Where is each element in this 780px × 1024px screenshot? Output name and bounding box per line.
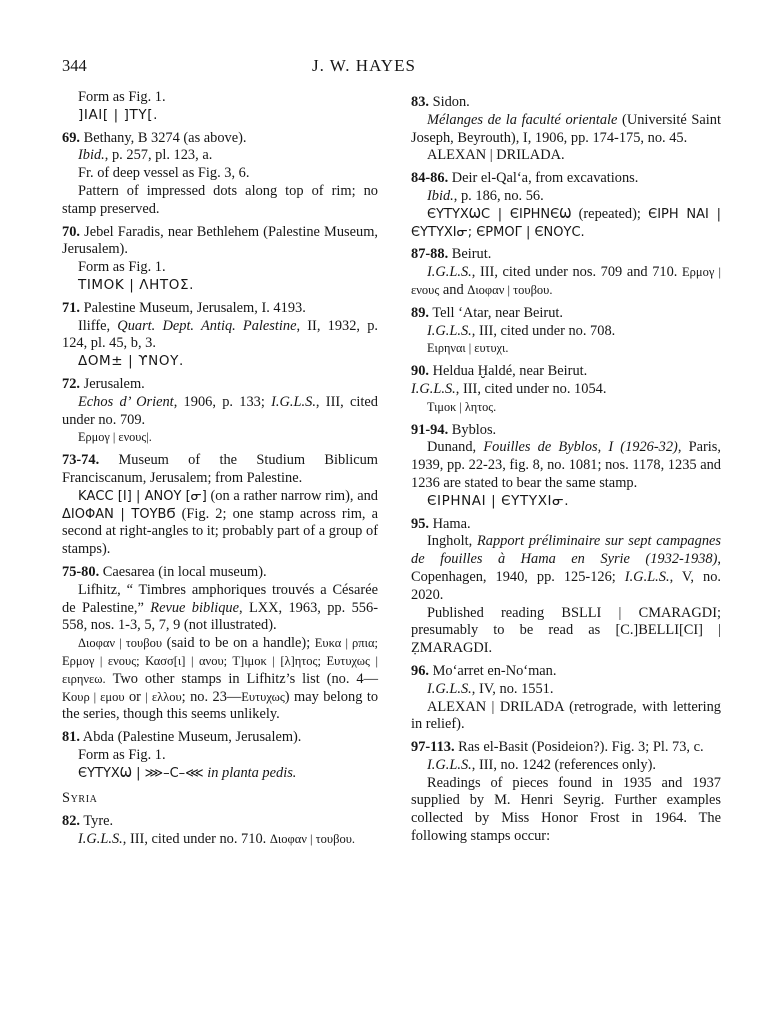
left-text-line: Ibid., p. 257, pl. 123, a.: [78, 147, 213, 164]
section-heading: Syria: [62, 790, 98, 807]
left-entry-heading: 75-80. Caesarea (in local museum).: [62, 563, 267, 580]
entry-number: 73-74.: [62, 452, 100, 469]
stamp-inscription: ΔΟΜ± | ϒΝΟΥ.: [78, 353, 184, 370]
page-number: 344: [62, 56, 87, 75]
left-entry-heading: 70. Jebel Faradis, near Bethlehem (Palestine Museum, Jerusalem).: [62, 223, 378, 258]
left-entry-heading: 72. Jerusalem.: [62, 375, 145, 392]
entry-number: 72.: [62, 375, 80, 392]
right-entry-heading: 95. Hama.: [411, 515, 471, 532]
left-entry-heading: 82. Tyre.: [62, 813, 114, 830]
entry-number: 84-86.: [411, 170, 449, 187]
left-text-line: Iliffe, Quart. Dept. Antiq. Palestine, II, 1932, p. 124, pl. 45, b, 3.: [62, 317, 378, 352]
left-text-line: Form as Fig. 1.: [78, 89, 166, 105]
entry-number: 87-88.: [411, 246, 449, 263]
entry-number: 69.: [62, 129, 80, 146]
right-text-line: Readings of pieces found in 1935 and 1937 supplied by M. Henri Seyrig. Further examples collected by Miss Honor Frost in 1964. The following stamps occur:: [411, 774, 721, 845]
right-text-line: Dunand, Fouilles de Byblos, I (1926-32), Paris, 1939, pp. 22-23, fig. 8, no. 1081; nos. 1178, 1235 and 1236 are stated to bear the same stamp.: [411, 439, 721, 491]
left-text-line: Echos d’ Orient, 1906, p. 133; I.G.L.S., III, cited under no. 709.: [62, 393, 379, 428]
right-entry-heading: 84-86. Deir el-Qal‘a, from excavations.: [411, 170, 639, 187]
left-text-line: ΚΑCC [Ι] | ΑΝΟΥ [ᓂ] (on a rather narrow rim), and ΔΙΟΦΑΝ | ΤΟΥΒϬ (Fig. 2; one stamp across rim, a second at right-angles to it; probably part of a group of stamps).: [62, 487, 378, 558]
entry-number: 97-113.: [411, 739, 455, 756]
left-column: [62, 89, 378, 849]
greek-reading: Τιμοκ | λητος.: [427, 399, 497, 414]
entry-number: 82.: [62, 813, 80, 830]
left-entry-heading: 73-74. Museum of the Studium Biblicum Franciscanum, Jerusalem; from Palestine.: [62, 452, 378, 486]
right-text-line: Ingholt, Rapport préliminaire sur sept campagnes de fouilles à Hama en Syrie (1932-1938), Copenhagen, 1940, pp. 125-126; I.G.L.S., V, no. 2020.: [411, 533, 722, 603]
right-text-line: I.G.L.S., III, cited under no. 708.: [427, 322, 616, 339]
greek-reading: Ερμογ | ενους|.: [78, 430, 152, 445]
right-text-line: Mélanges de la faculté orientale (Université Saint Joseph, Beyrouth), I, 1906, pp. 174-175, no. 45.: [411, 111, 722, 146]
right-entry-heading: 97-113. Ras el-Basit (Posideion?). Fig. 3; Pl. 73, c.: [411, 739, 704, 756]
left-entry-heading: 69. Bethany, B 3274 (as above).: [62, 129, 247, 146]
stamp-inscription: ΤΙΜΟΚ | ΛΗΤΟΣ.: [78, 276, 194, 293]
right-text-line: ЄΥΤΥΧѠC | ЄΙΡΗΝЄѠ (repeated); ЄΙΡΗ ΝΑΙ | ЄΥΤΥΧΙᓂ; ЄΡΜΟΓ | ЄΝΟΥC.: [411, 205, 721, 240]
entry-number: 75-80.: [62, 563, 100, 580]
left-entry-heading: 71. Palestine Museum, Jerusalem, I. 4193.: [62, 299, 306, 316]
entry-number: 83.: [411, 94, 429, 110]
left-text-line: ЄΥΤΥΧѠ | ⋙–C–⋘ in planta pedis.: [78, 764, 297, 781]
running-title: J. W. HAYES: [312, 56, 416, 75]
left-text-line: Form as Fig. 1.: [78, 746, 166, 763]
greek-reading: Ειρηναι | ευτυχι.: [427, 341, 509, 356]
entry-number: 81.: [62, 729, 80, 746]
right-entry-heading: 83. Sidon.: [411, 94, 470, 110]
right-text-line: ALEXAN | DRILADA (retrograde, with lettering in relief).: [411, 698, 721, 733]
right-entry-heading: 90. Heldua Ḫaldé, near Beirut.: [411, 363, 588, 380]
entry-number: 71.: [62, 299, 80, 316]
stamp-inscription: ЄΙΡΗΝΑΙ | ЄΥΤΥΧΙᓂ.: [427, 492, 570, 509]
right-text-line: I.G.L.S., IV, no. 1551.: [427, 680, 554, 697]
entry-number: 96.: [411, 662, 429, 679]
entry-number: 95.: [411, 515, 429, 532]
right-text-line: Ibid., p. 186, no. 56.: [427, 187, 544, 204]
right-entry-heading: 89. Tell ‘Atar, near Beirut.: [411, 304, 564, 321]
entry-number: 90.: [411, 363, 429, 380]
right-entry-heading: 91-94. Byblos.: [411, 421, 497, 438]
left-text-line: Form as Fig. 1.: [78, 259, 166, 276]
left-text-line: I.G.L.S., III, cited under no. 710. Διοφαν | τουβου.: [78, 831, 356, 848]
right-entry-heading: 96. Mo‘arret en-No‘man.: [411, 662, 557, 679]
right-text-line: I.G.L.S., III, no. 1242 (references only).: [427, 756, 656, 773]
stamp-inscription: ]ΙΑΙ[ | ]ΤΥ[.: [78, 106, 158, 123]
left-text-line: Διοφαν | τουβου (said to be on a handle); Ευκα | ρπια; Ερμογ | ενους; Κασσ[ι] | ανου; Τ]ιμοκ | [λ]ητος; Ευτυχως | ειρηνεω. Two other stamps in Lifhitz’s list (no. 4—Κουρ | εμου or | ελλου; no. 23—Ευτυχως) may belong to the series, though this seems unlikely.: [62, 635, 379, 723]
right-column: [411, 89, 721, 846]
entry-number: 91-94.: [411, 421, 449, 438]
right-text-line: I.G.L.S., III, cited under nos. 709 and 710. Ερμογ | ενους and Διοφαν | τουβου.: [411, 264, 721, 298]
entry-number: 89.: [411, 304, 429, 321]
right-text-line: Published reading BSLLI | CMARAGDI; presumably to be read as [C.]BELLI[CI] | ẒMARAGDI.: [411, 604, 721, 657]
right-text-line: I.G.L.S., III, cited under no. 1054.: [411, 380, 607, 397]
entry-number: 70.: [62, 223, 80, 240]
right-entry-heading: 87-88. Beirut.: [411, 246, 492, 263]
left-text-line: Pattern of impressed dots along top of rim; no stamp preserved.: [62, 182, 378, 217]
left-text-line: Lifhitz, “ Timbres amphoriques trouvés a Césarée de Palestine,” Revue biblique, LXX, 1963, pp. 556-558, nos. 1-3, 5, 7, 9 (not illustrated).: [62, 581, 378, 634]
right-text-line: ALEXAN | DRILADA.: [427, 147, 565, 164]
left-entry-heading: 81. Abda (Palestine Museum, Jerusalem).: [62, 729, 302, 746]
left-text-line: Fr. of deep vessel as Fig. 3, 6.: [78, 165, 250, 182]
